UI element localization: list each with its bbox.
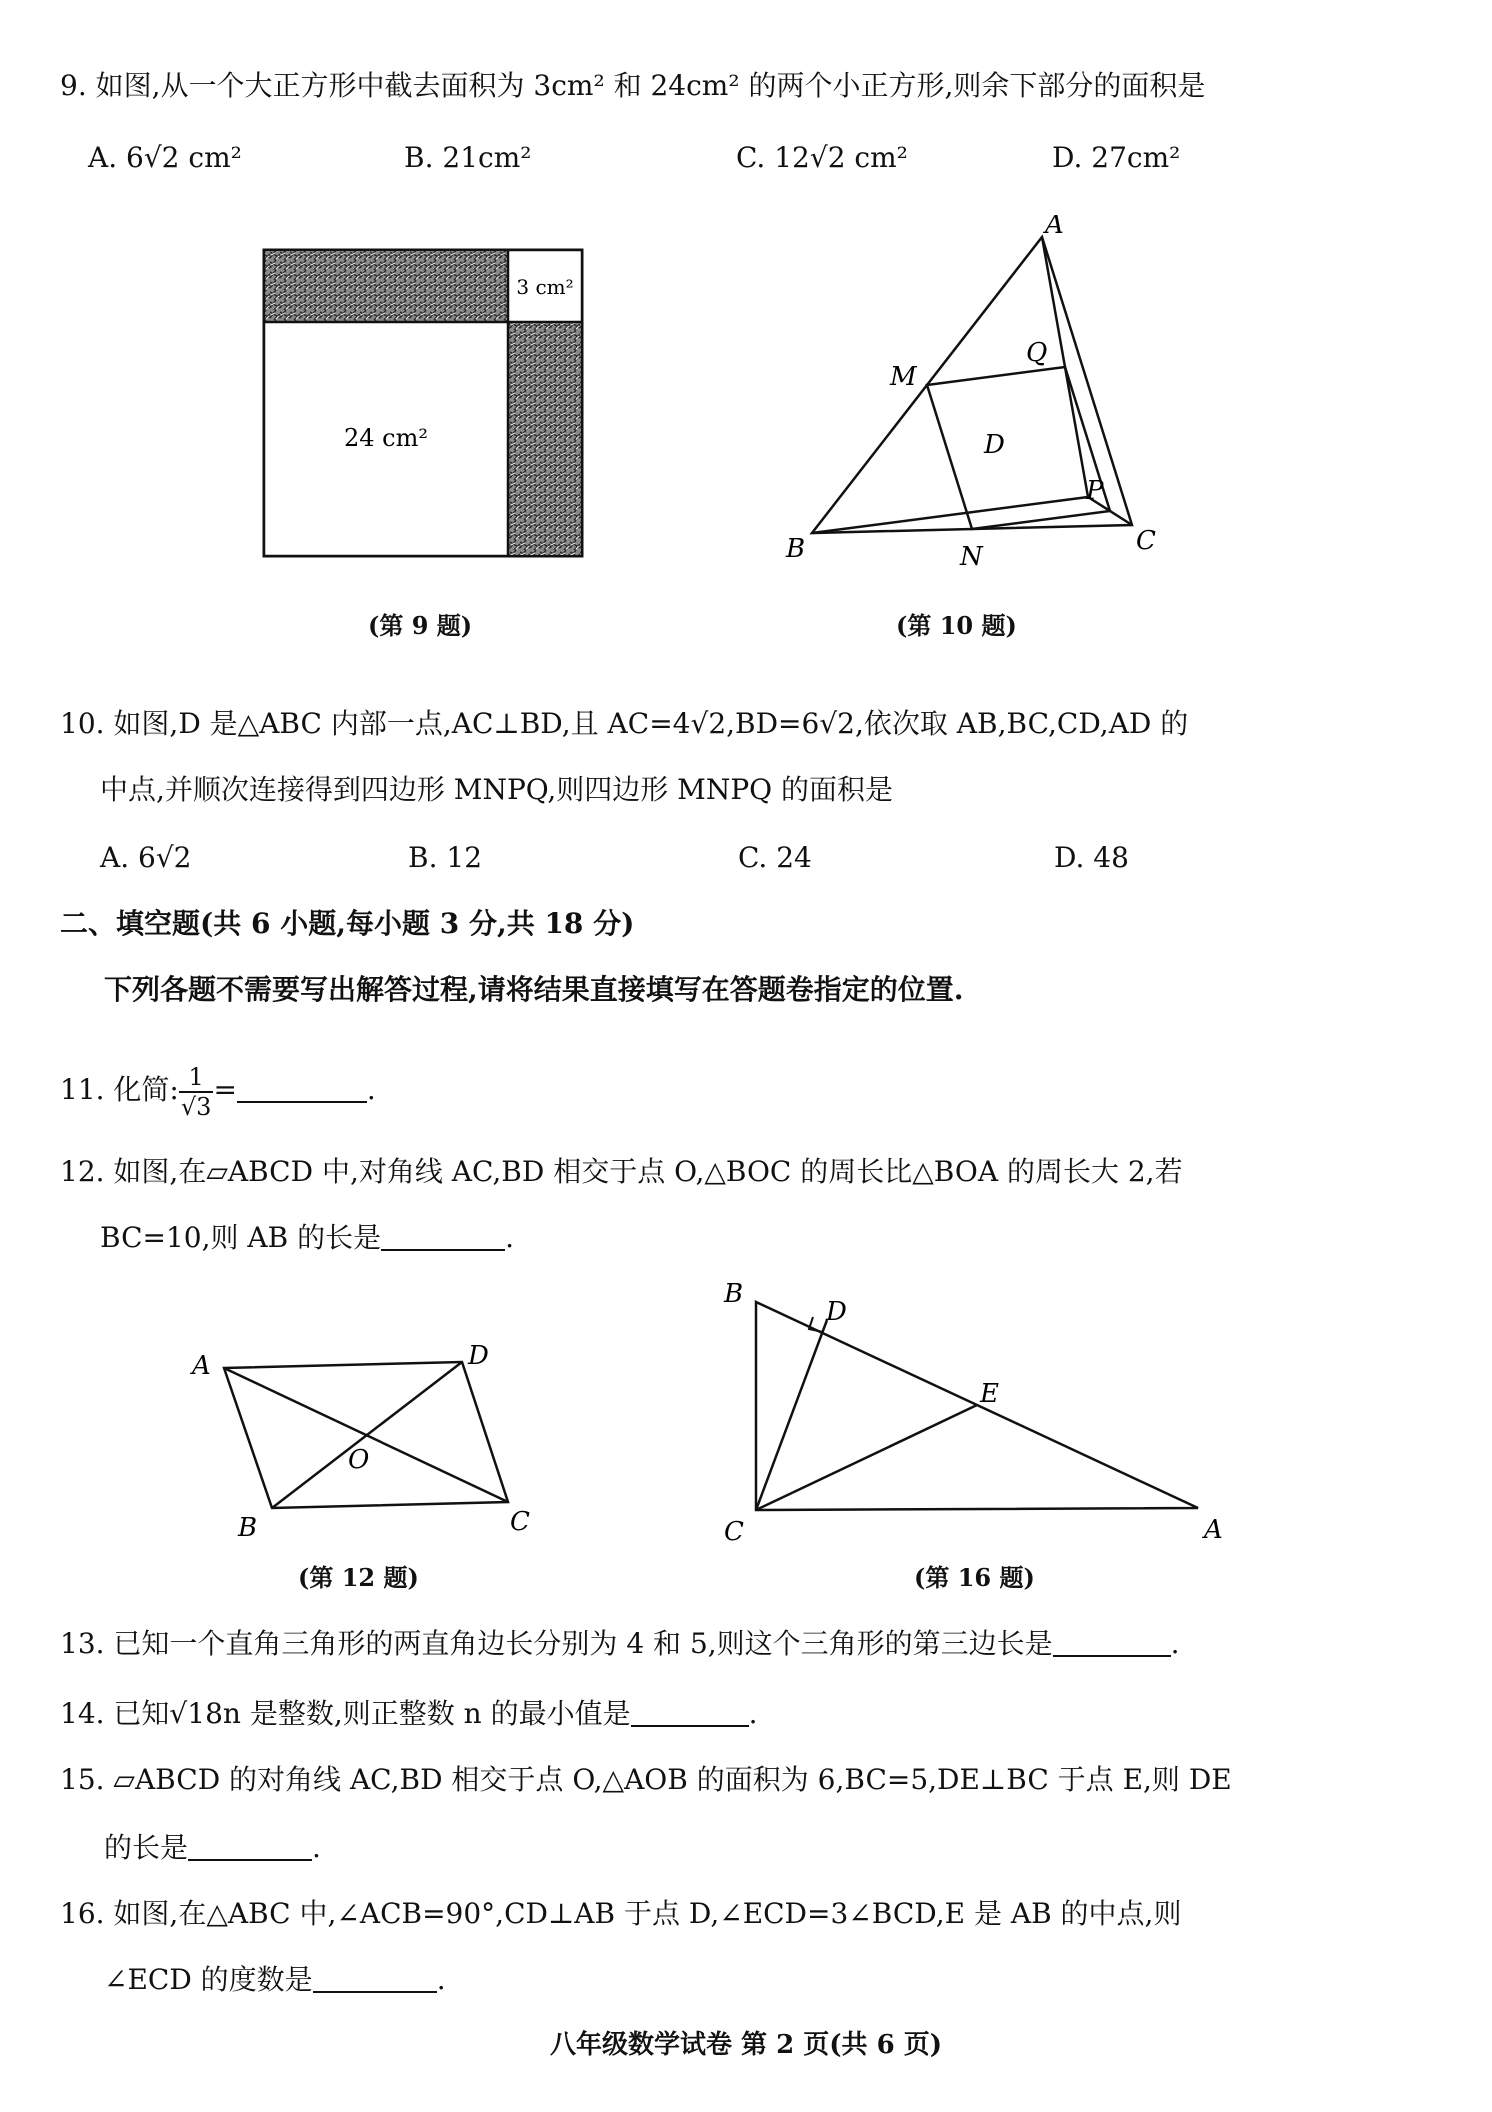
q9-option-b: B. 21cm² <box>404 141 532 174</box>
q10-figure <box>780 215 1160 585</box>
q10-label-c: C <box>1136 526 1156 556</box>
q9-caption: (第 9 题) <box>368 611 473 640</box>
q11-numerator: 1 <box>179 1063 214 1093</box>
q12-label-o: O <box>348 1445 370 1475</box>
q13-text: 13. 已知一个直角三角形的两直角边长分别为 4 和 5,则这个三角形的第三边长是 <box>60 1627 1053 1660</box>
q11-prefix: 11. 化简: <box>60 1073 179 1106</box>
q10-caption: (第 10 题) <box>896 611 1017 640</box>
q16-label-d: D <box>826 1297 847 1327</box>
q11 <box>60 1060 376 1121</box>
q10-option-b: B. 12 <box>408 841 483 874</box>
q16-line2: ∠ECD 的度数是 <box>104 1963 313 1996</box>
q11-fraction <box>179 1063 214 1121</box>
q13-end: . <box>1170 1627 1180 1660</box>
q10-label-b: B <box>786 534 806 564</box>
q12-end: . <box>505 1221 515 1254</box>
q12-label-d: D <box>468 1341 489 1371</box>
q9-stem: 9. 如图,从一个大正方形中截去面积为 3cm² 和 24cm² 的两个小正方形,则余下部分的面积是 <box>60 69 1206 102</box>
q12-label-b: B <box>238 1513 258 1540</box>
q12-line1: 12. 如图,在▱ABCD 中,对角线 AC,BD 相交于点 O,△BOC 的周长比△BOA 的周长大 2,若 <box>60 1155 1183 1188</box>
q10-option-a: A. 6√2 <box>100 841 192 874</box>
q9-figure <box>250 240 600 570</box>
q9-shaded-right <box>508 322 582 556</box>
q16-line1: 16. 如图,在△ABC 中,∠ACB=90°,CD⊥AB 于点 D,∠ECD=3∠BCD,E 是 AB 的中点,则 <box>60 1897 1182 1930</box>
q15-end: . <box>312 1831 321 1864</box>
q16-label-a: A <box>1204 1515 1223 1545</box>
q15-line2: 的长是 <box>104 1831 189 1864</box>
q10-label-a: A <box>1045 215 1064 240</box>
q16-caption: (第 16 题) <box>914 1563 1035 1592</box>
q9-option-d: D. 27cm² <box>1052 141 1181 174</box>
q13-answer-blank <box>1053 1627 1171 1657</box>
q14 <box>60 1694 757 1734</box>
q11-answer-blank <box>237 1073 367 1103</box>
q9-small-label: 3 cm² <box>516 275 574 299</box>
q10-option-d: D. 48 <box>1054 841 1129 874</box>
q10-label-q: Q <box>1026 338 1048 368</box>
q12-diagonal-bd <box>272 1362 462 1508</box>
q15-answer-blank <box>188 1831 312 1861</box>
q11-equals: = <box>213 1073 237 1106</box>
q15-line1: 15. ▱ABCD 的对角线 AC,BD 相交于点 O,△AOB 的面积为 6,BC=5,DE⊥BC 于点 E,则 DE <box>60 1763 1232 1796</box>
q16-end: . <box>436 1963 446 1996</box>
q12-caption: (第 12 题) <box>298 1563 419 1592</box>
q11-denominator: √3 <box>180 1092 212 1121</box>
q16-label-c: C <box>724 1517 744 1547</box>
q15-line2-wrap <box>104 1828 321 1868</box>
q11-end: . <box>366 1073 376 1106</box>
q16-right-angle-mark <box>809 1317 823 1332</box>
q12-label-a: A <box>192 1351 211 1381</box>
q13 <box>60 1624 1180 1664</box>
q9-option-a: A. 6√2 cm² <box>88 141 242 174</box>
q16-answer-blank <box>313 1963 437 1993</box>
q12-figure <box>180 1340 560 1540</box>
q14-end: . <box>748 1697 758 1730</box>
q16-label-b: B <box>724 1280 744 1309</box>
q10-triangle-abc <box>812 237 1132 533</box>
q10-option-c: C. 24 <box>738 841 812 874</box>
page-footer: 八年级数学试卷 第 2 页(共 6 页) <box>549 2030 943 2060</box>
section2-title: 二、填空题(共 6 小题,每小题 3 分,共 18 分) <box>60 907 635 940</box>
q16-label-e: E <box>980 1379 999 1409</box>
section2-instruction: 下列各题不需要写出解答过程,请将结果直接填写在答题卷指定的位置. <box>104 973 964 1006</box>
q14-text: 14. 已知√18n 是整数,则正整数 n 的最小值是 <box>60 1697 631 1730</box>
q12-line2: BC=10,则 AB 的长是 <box>100 1221 382 1254</box>
q14-answer-blank <box>631 1697 749 1727</box>
q10-quad-mnpq <box>927 367 1110 529</box>
q16-figure <box>710 1280 1250 1550</box>
q12-line2-wrap <box>100 1218 514 1258</box>
q12-answer-blank <box>381 1221 505 1251</box>
q16-line2-wrap <box>104 1960 446 2000</box>
q9-option-c: C. 12√2 cm² <box>736 141 908 174</box>
q10-stem-line1: 10. 如图,D 是△ABC 内部一点,AC⊥BD,且 AC=4√2,BD=6√2,依次取 AB,BC,CD,AD 的 <box>60 707 1189 740</box>
q10-label-p: P <box>1086 476 1104 506</box>
q10-stem-line2: 中点,并顺次连接得到四边形 MNPQ,则四边形 MNPQ 的面积是 <box>100 773 894 806</box>
q10-label-m: M <box>890 362 917 392</box>
q10-label-d: D <box>984 430 1005 460</box>
q10-label-n: N <box>960 542 983 572</box>
q12-label-c: C <box>510 1507 530 1537</box>
q9-big-label: 24 cm² <box>344 424 428 452</box>
q9-shaded-top <box>264 250 508 322</box>
